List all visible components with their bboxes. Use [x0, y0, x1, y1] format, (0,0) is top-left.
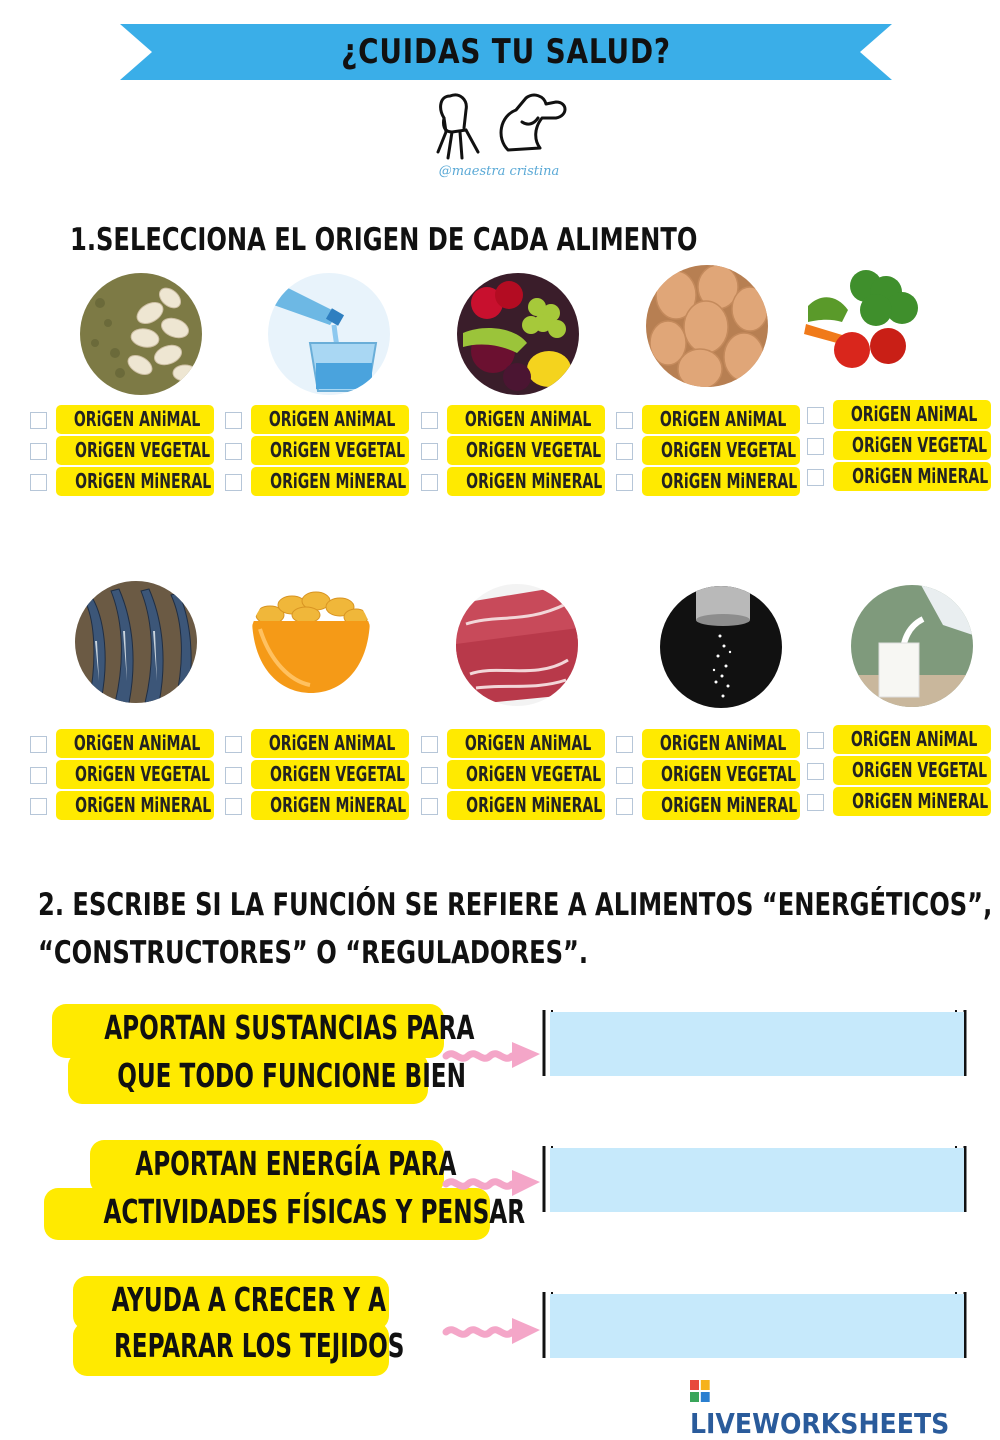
food-7-options: [225, 729, 415, 822]
arrow-right-icon: [442, 1162, 542, 1202]
function-callout: APORTAN SUSTANCIAS PARA: [52, 1004, 444, 1058]
function-callout: AYUDA A CRECER Y A: [73, 1276, 389, 1330]
vegetables-icon: [802, 262, 924, 384]
checkbox[interactable]: [807, 438, 824, 455]
checkbox[interactable]: [421, 443, 438, 460]
option-mineral[interactable]: ORiGEN MiNERAL: [30, 791, 220, 822]
option-vegetal[interactable]: ORiGEN VEGETAL: [421, 436, 611, 467]
option-animal[interactable]: ORiGEN ANiMAL: [30, 729, 220, 760]
checkbox[interactable]: [421, 736, 438, 753]
exercise1-heading: 1.SELECCIONA EL ORIGEN DE CADA ALIMENTO: [70, 222, 698, 258]
function-callout: QUE TODO FUNCIONE BIEN: [68, 1052, 428, 1104]
answer-input[interactable]: [550, 1012, 964, 1076]
answer-input[interactable]: [550, 1148, 964, 1212]
checkbox[interactable]: [421, 412, 438, 429]
function-callout: REPARAR LOS TEJIDOS: [73, 1322, 389, 1376]
option-animal[interactable]: ORiGEN ANiMAL: [225, 729, 415, 760]
answer-input[interactable]: [550, 1294, 964, 1358]
checkbox[interactable]: [807, 732, 824, 749]
brand-logo: [430, 88, 570, 184]
checkbox[interactable]: [225, 736, 242, 753]
option-mineral[interactable]: ORiGEN MiNERAL: [30, 467, 220, 498]
option-mineral[interactable]: ORiGEN MiNERAL: [421, 791, 611, 822]
exercise2-heading: 2. ESCRIBE SI LA FUNCIÓN SE REFIERE A ALIMENTOS “ENERGÉTICOS”,: [38, 887, 993, 923]
answer-box[interactable]: [542, 1292, 967, 1358]
food-10-options: [807, 725, 997, 818]
arrow-right-icon: [442, 1034, 542, 1074]
cereal-icon: [250, 581, 372, 703]
milk-icon: [851, 585, 973, 707]
option-mineral[interactable]: ORiGEN MiNERAL: [807, 462, 997, 493]
arrow-right-icon: [442, 1310, 542, 1350]
option-animal[interactable]: ORiGEN ANiMAL: [421, 729, 611, 760]
checkbox[interactable]: [421, 474, 438, 491]
liveworksheets-icon: [690, 1380, 710, 1402]
option-vegetal[interactable]: ORiGEN VEGETAL: [807, 756, 997, 787]
checkbox[interactable]: [30, 443, 47, 460]
option-vegetal[interactable]: ORiGEN VEGETAL: [616, 436, 806, 467]
checkbox[interactable]: [616, 736, 633, 753]
food-9-options: [616, 729, 806, 822]
checkbox[interactable]: [807, 469, 824, 486]
food-8-options: [421, 729, 611, 822]
water-icon: [268, 273, 390, 395]
option-animal[interactable]: ORiGEN ANiMAL: [225, 405, 415, 436]
checkbox[interactable]: [225, 798, 242, 815]
option-mineral[interactable]: ORiGEN MiNERAL: [421, 467, 611, 498]
watermark-text: LIVEWORKSHEETS: [690, 1407, 950, 1440]
checkbox[interactable]: [616, 474, 633, 491]
checkbox[interactable]: [616, 443, 633, 460]
food-2-options: [225, 405, 415, 498]
option-vegetal[interactable]: ORiGEN VEGETAL: [225, 436, 415, 467]
title-banner: [120, 24, 892, 80]
checkbox[interactable]: [30, 798, 47, 815]
option-animal[interactable]: ORiGEN ANiMAL: [616, 405, 806, 436]
option-mineral[interactable]: ORiGEN MiNERAL: [225, 791, 415, 822]
option-vegetal[interactable]: ORiGEN VEGETAL: [225, 760, 415, 791]
checkbox[interactable]: [225, 443, 242, 460]
checkbox[interactable]: [807, 407, 824, 424]
checkbox[interactable]: [225, 767, 242, 784]
food-5-options: [807, 400, 997, 493]
checkbox[interactable]: [30, 736, 47, 753]
option-animal[interactable]: ORiGEN ANiMAL: [30, 405, 220, 436]
liveworksheets-logo: [690, 1374, 969, 1440]
option-vegetal[interactable]: ORiGEN VEGETAL: [807, 431, 997, 462]
meat-icon: [456, 584, 578, 706]
food-1-options: [30, 405, 220, 498]
function-callout: ACTIVIDADES FÍSICAS Y PENSAR: [44, 1188, 490, 1240]
option-vegetal[interactable]: ORiGEN VEGETAL: [616, 760, 806, 791]
beans-icon: [80, 273, 202, 395]
checkbox[interactable]: [421, 798, 438, 815]
option-mineral[interactable]: ORiGEN MiNERAL: [225, 467, 415, 498]
option-mineral[interactable]: ORiGEN MiNERAL: [807, 787, 997, 818]
checkbox[interactable]: [30, 474, 47, 491]
checkbox[interactable]: [807, 794, 824, 811]
option-vegetal[interactable]: ORiGEN VEGETAL: [421, 760, 611, 791]
exercise2-heading-line2: “CONSTRUCTORES” O “REGULADORES”.: [38, 935, 589, 971]
food-3-options: [421, 405, 611, 498]
answer-box[interactable]: [542, 1010, 967, 1076]
option-vegetal[interactable]: ORiGEN VEGETAL: [30, 760, 220, 791]
checkbox[interactable]: [616, 767, 633, 784]
food-6-options: [30, 729, 220, 822]
option-mineral[interactable]: ORiGEN MiNERAL: [616, 467, 806, 498]
fruits-icon: [457, 273, 579, 395]
checkbox[interactable]: [807, 763, 824, 780]
checkbox[interactable]: [225, 474, 242, 491]
option-animal[interactable]: ORiGEN ANiMAL: [807, 725, 997, 756]
checkbox[interactable]: [616, 412, 633, 429]
salt-icon: [660, 586, 782, 708]
logo-caption: @maestra cristina: [438, 164, 560, 179]
option-animal[interactable]: ORiGEN ANiMAL: [616, 729, 806, 760]
checkbox[interactable]: [30, 767, 47, 784]
option-animal[interactable]: ORiGEN ANiMAL: [807, 400, 997, 431]
food-4-options: [616, 405, 806, 498]
answer-box[interactable]: [542, 1146, 967, 1212]
checkbox[interactable]: [616, 798, 633, 815]
option-animal[interactable]: ORiGEN ANiMAL: [421, 405, 611, 436]
fish-icon: [75, 581, 197, 703]
function-callout: APORTAN ENERGÍA PARA: [90, 1140, 444, 1194]
checkbox[interactable]: [421, 767, 438, 784]
eggs-icon: [646, 265, 768, 387]
option-mineral[interactable]: ORiGEN MiNERAL: [616, 791, 806, 822]
option-vegetal[interactable]: ORiGEN VEGETAL: [30, 436, 220, 467]
page-title: ¿CUIDAS TU SALUD?: [341, 32, 671, 72]
checkbox[interactable]: [30, 412, 47, 429]
checkbox[interactable]: [225, 412, 242, 429]
